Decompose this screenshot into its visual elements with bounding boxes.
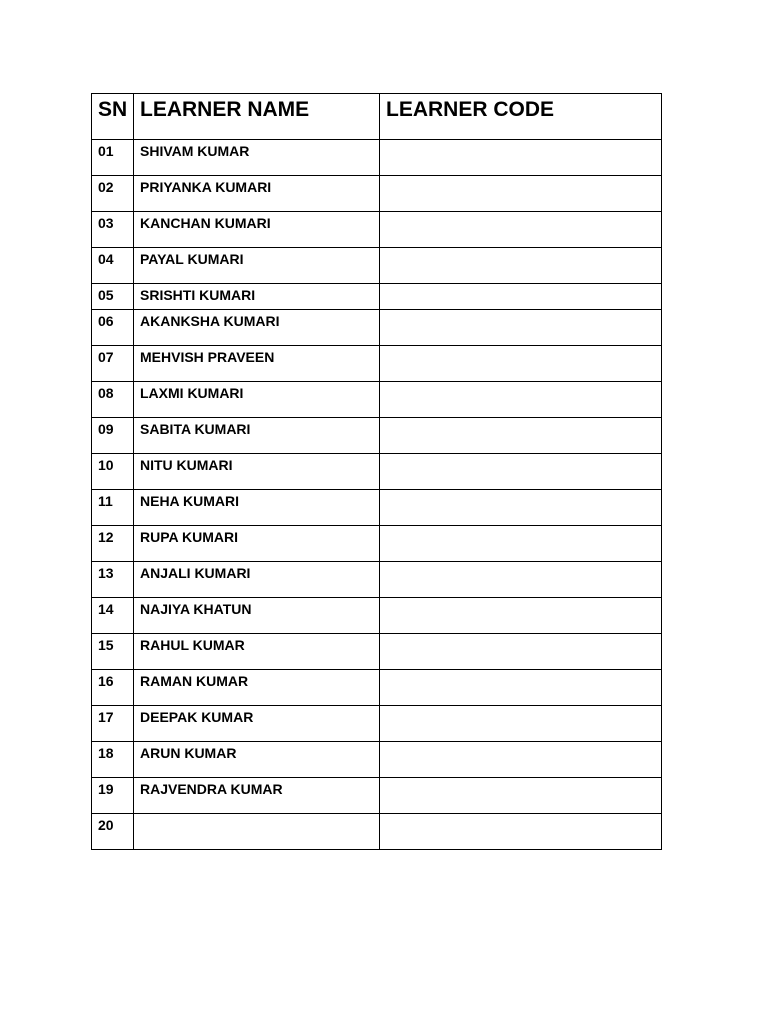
row-sn: 18 (92, 742, 134, 778)
table-row (92, 778, 662, 814)
table-row (92, 634, 662, 670)
header-learner-name: LEARNER NAME (134, 94, 380, 140)
row-learner-code (380, 284, 662, 310)
table-row (92, 706, 662, 742)
row-sn: 04 (92, 248, 134, 284)
row-learner-name: RAHUL KUMAR (134, 634, 380, 670)
row-learner-code (380, 562, 662, 598)
row-learner-code (380, 454, 662, 490)
row-learner-code (380, 418, 662, 454)
row-learner-code (380, 248, 662, 284)
row-sn: 02 (92, 176, 134, 212)
row-sn: 13 (92, 562, 134, 598)
row-sn: 11 (92, 490, 134, 526)
row-learner-name: SHIVAM KUMAR (134, 140, 380, 176)
table-row (92, 176, 662, 212)
row-learner-name (134, 814, 380, 850)
header-learner-code: LEARNER CODE (380, 94, 662, 140)
row-learner-code (380, 670, 662, 706)
row-learner-code (380, 382, 662, 418)
row-learner-name: DEEPAK KUMAR (134, 706, 380, 742)
row-learner-name: ANJALI KUMARI (134, 562, 380, 598)
row-sn: 20 (92, 814, 134, 850)
row-learner-name: NEHA KUMARI (134, 490, 380, 526)
row-sn: 08 (92, 382, 134, 418)
table-row (92, 346, 662, 382)
row-sn: 01 (92, 140, 134, 176)
row-learner-name: PRIYANKA KUMARI (134, 176, 380, 212)
row-learner-name: MEHVISH PRAVEEN (134, 346, 380, 382)
row-sn: 06 (92, 310, 134, 346)
table-row (92, 562, 662, 598)
table-row (92, 212, 662, 248)
row-learner-code (380, 346, 662, 382)
learner-table (91, 93, 662, 850)
row-sn: 05 (92, 284, 134, 310)
table-row (92, 140, 662, 176)
row-learner-name: RAMAN KUMAR (134, 670, 380, 706)
row-learner-code (380, 526, 662, 562)
table-row (92, 490, 662, 526)
row-learner-code (380, 310, 662, 346)
table-row (92, 418, 662, 454)
table-row (92, 742, 662, 778)
header-sn: SN (92, 94, 134, 140)
row-sn: 07 (92, 346, 134, 382)
row-learner-code (380, 212, 662, 248)
row-learner-name: KANCHAN KUMARI (134, 212, 380, 248)
row-learner-code (380, 778, 662, 814)
row-sn: 15 (92, 634, 134, 670)
table-row (92, 814, 662, 850)
table-row (92, 382, 662, 418)
row-learner-name: RAJVENDRA KUMAR (134, 778, 380, 814)
table-row (92, 310, 662, 346)
table-row (92, 670, 662, 706)
row-learner-name: SABITA KUMARI (134, 418, 380, 454)
table-row (92, 526, 662, 562)
table-row (92, 248, 662, 284)
row-learner-code (380, 742, 662, 778)
row-sn: 12 (92, 526, 134, 562)
table-row (92, 598, 662, 634)
row-sn: 19 (92, 778, 134, 814)
row-learner-code (380, 176, 662, 212)
row-learner-code (380, 490, 662, 526)
row-sn: 14 (92, 598, 134, 634)
row-learner-name: PAYAL KUMARI (134, 248, 380, 284)
row-sn: 17 (92, 706, 134, 742)
table-row (92, 454, 662, 490)
row-learner-name: RUPA KUMARI (134, 526, 380, 562)
row-sn: 09 (92, 418, 134, 454)
row-learner-name: ARUN KUMAR (134, 742, 380, 778)
row-learner-name: NAJIYA KHATUN (134, 598, 380, 634)
table-row (92, 284, 662, 310)
row-learner-code (380, 140, 662, 176)
row-learner-name: LAXMI KUMARI (134, 382, 380, 418)
row-sn: 16 (92, 670, 134, 706)
row-learner-name: AKANKSHA KUMARI (134, 310, 380, 346)
row-sn: 10 (92, 454, 134, 490)
table-header-row (92, 94, 662, 140)
row-learner-name: SRISHTI KUMARI (134, 284, 380, 310)
row-learner-name: NITU KUMARI (134, 454, 380, 490)
row-learner-code (380, 814, 662, 850)
row-learner-code (380, 634, 662, 670)
row-learner-code (380, 598, 662, 634)
row-learner-code (380, 706, 662, 742)
row-sn: 03 (92, 212, 134, 248)
